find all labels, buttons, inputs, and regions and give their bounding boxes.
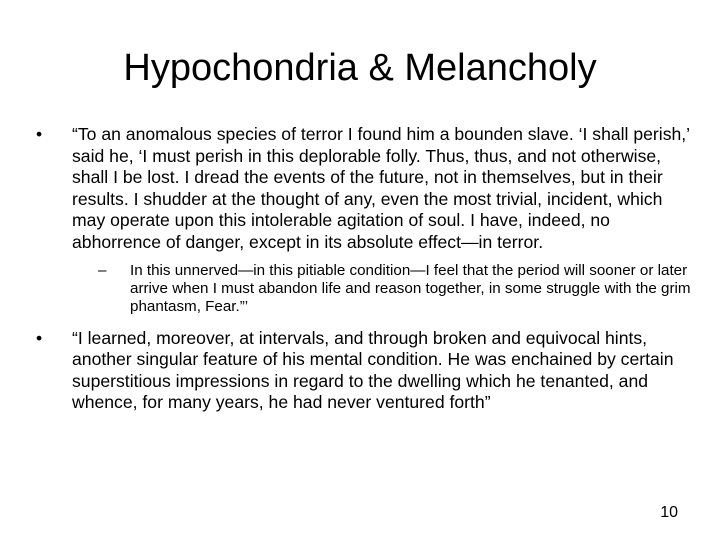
bullet-text: “To an anomalous species of terror I found him a bounden slave. ‘I shall perish,’ said he, ‘I must perish in this deplorable folly. Thus, thus, and not otherwise, shall I be lost. I dread the events of the future, not in themselves, but in their results. I shudder at the thought of any, even the most trivial, incident, which may operate upon this intolerable agitation of soul. I have, indeed, no abhorrence of danger, except in its absolute effect—in terror. <box>72 124 690 252</box>
bullet-item <box>36 328 700 414</box>
bullet-marker: • <box>36 124 43 144</box>
page-number: 10 <box>660 504 678 521</box>
sub-bullet-marker: – <box>98 261 107 279</box>
bullet-item <box>36 124 700 254</box>
sub-bullet-text: In this unnerved—in this pitiable condition—I feel that the period will sooner or later arrive when I must abandon life and reason together, in some struggle with the grim phantasm, Fear.”’ <box>130 261 691 315</box>
bullet-text: “I learned, moreover, at intervals, and through broken and equivocal hints, another singular feature of his mental condition. He was enchained by certain superstitious impressions in regard to the dwelling which he tenanted, and whence, for many years, he had never ventured forth” <box>72 327 674 413</box>
bullet-marker: • <box>36 327 43 348</box>
slide-body <box>36 124 700 414</box>
sub-bullet-item <box>36 262 700 316</box>
slide-title: Hypochondria & Melancholy <box>123 47 597 89</box>
